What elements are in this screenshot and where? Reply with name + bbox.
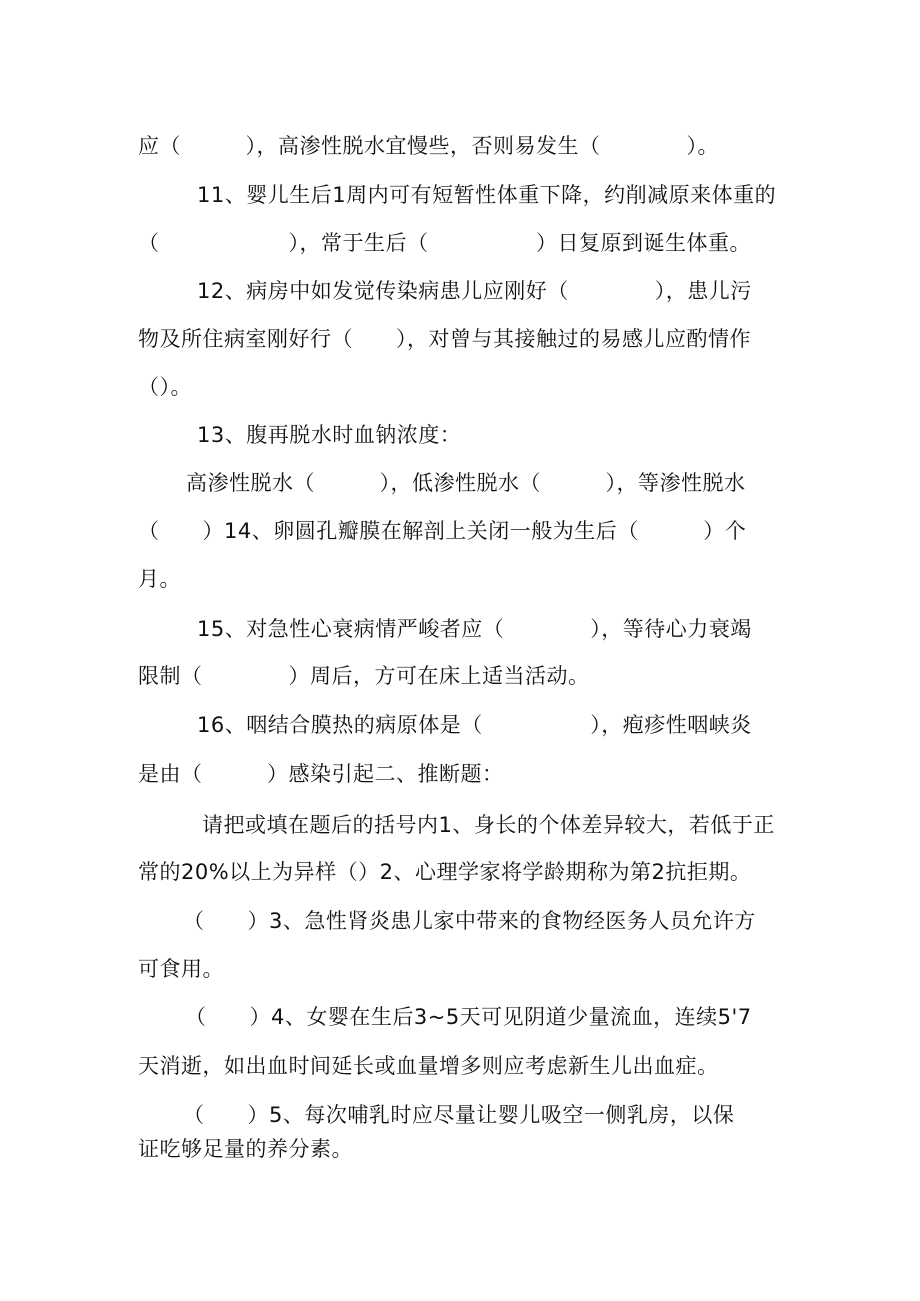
text-line: 天消逝，如出血时间延长或血量增多则应考虑新生儿出血症。: [138, 1054, 719, 1078]
text-line: （ ）4、女婴在生后3~5天可见阴道少量流血，连续5'7: [185, 1005, 752, 1029]
text-line: 证吃够足量的养分素。: [138, 1137, 353, 1161]
text-line: 可食用。: [138, 957, 224, 981]
text-line: 16、咽结合膜热的病原体是（ ），疱疹性咽峡炎: [197, 713, 752, 737]
text-line: 高渗性脱水（ ），低渗性脱水（ ），等渗性脱水: [186, 471, 746, 495]
text-line: （ ），常于生后（ ）日复原到诞生体重。: [138, 231, 751, 255]
text-line: 应（ ），高渗性脱水宜慢些，否则易发生（ ）。: [138, 134, 719, 158]
text-line: 限制（ ）周后，方可在床上适当活动。: [138, 664, 590, 688]
text-line: 12、病房中如发觉传染病患儿应刚好（ ），患儿污: [197, 279, 752, 303]
text-line: 11、婴儿生后1周内可有短暂性体重下降，约削减原来体重的: [197, 183, 777, 207]
text-line: 是由（ ）感染引起二、推断题：: [138, 762, 504, 786]
text-line: （ ）5、每次哺乳时应尽量让婴儿吸空一侧乳房，以保: [183, 1103, 735, 1127]
text-line: （）。: [138, 375, 192, 399]
text-line: 物及所住病室刚好行（ ），对曾与其接触过的易感儿应酌情作: [138, 327, 751, 351]
text-line: （ ）14、卵圆孔瓣膜在解剖上关闭一般为生后（ ）个: [138, 519, 747, 543]
text-line: 15、对急性心衰病情严峻者应（ ），等待心力衰竭: [197, 617, 752, 641]
text-line: 常的20%以上为异样（）2、心理学家将学龄期称为第2抗拒期。: [138, 860, 752, 884]
text-line: （ ）3、急性肾炎患儿家中带来的食物经医务人员允许方: [183, 909, 756, 933]
text-line: 请把或填在题后的括号内1、身长的个体差异较大，若低于正: [202, 813, 775, 837]
text-line: 月。: [138, 567, 181, 591]
text-line: 13、腹再脱水时血钠浓度：: [197, 423, 462, 447]
